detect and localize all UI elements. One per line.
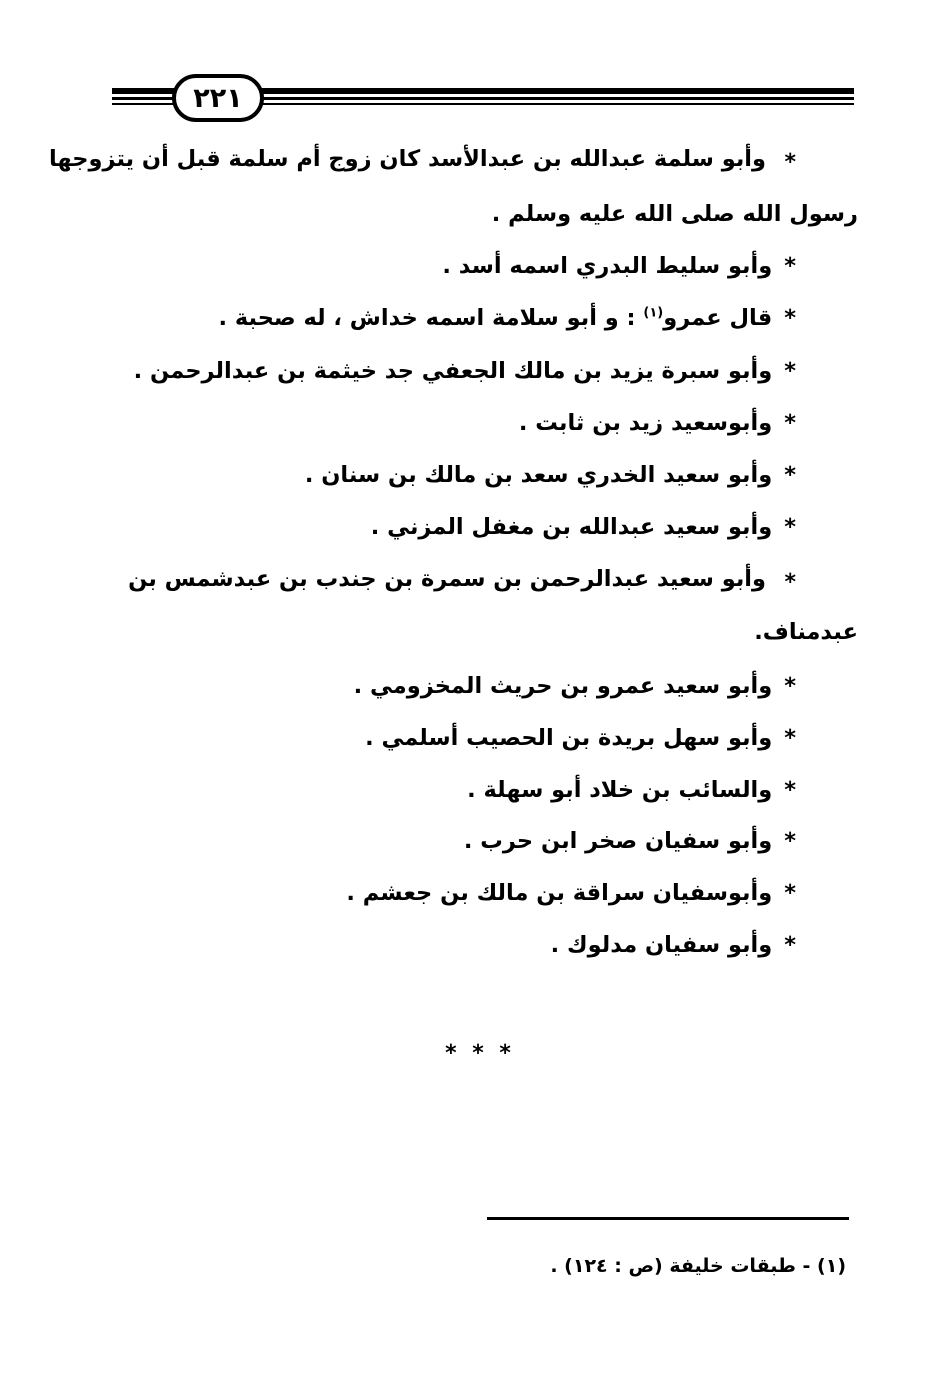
page-number: ٢٢١ (193, 82, 243, 114)
entry-text-after: : و أبو سلامة اسمه خداش ، له صحبة . (218, 305, 644, 331)
list-item (442, 255, 796, 278)
bullet: * (784, 305, 796, 331)
entry-text: وأبوسعيد زيد بن ثابت . (518, 410, 773, 436)
footnote-divider (487, 1217, 849, 1220)
entry-text: وأبو سفيان مدلوك . (550, 932, 773, 958)
bullet: * (784, 514, 796, 540)
list-item (371, 516, 796, 539)
entry-text: وأبوسفيان سراقة بن مالك بن جعشم . (346, 880, 773, 906)
footnote: (١) - طبقات خليفة (ص : ١٢٤) . (550, 1255, 846, 1277)
entry-text: وأبو سعيد عمرو بن حريث المخزومي . (353, 673, 773, 699)
list-item (467, 779, 796, 802)
bullet: * (784, 570, 796, 595)
bullet: * (784, 358, 796, 384)
bullet: * (784, 777, 796, 803)
entry-text: والسائب بن خلاد أبو سهلة . (467, 777, 773, 803)
entry-0-line-2: رسول الله صلى الله عليه وسلم . (491, 201, 858, 227)
bullet: * (784, 828, 796, 854)
bullet: * (784, 932, 796, 958)
entry-7-line-2: عبدمناف. (754, 619, 858, 645)
bullet: * (784, 253, 796, 279)
bullet: * (784, 150, 796, 175)
entry-text: وأبو سبرة يزيد بن مالك الجعفي جد خيثمة بن عبدالرحمن . (133, 358, 773, 384)
entry-text: وأبو سفيان صخر ابن حرب . (463, 828, 773, 854)
entry-text: وأبو سعيد عبدالله بن مغفل المزني . (370, 514, 773, 540)
entry-text: وأبو سعيد الخدري سعد بن مالك بن سنان . (304, 462, 773, 488)
entry-text: وأبو سليط البدري اسمه أسد . (442, 253, 773, 279)
list-item (519, 412, 796, 435)
entry-7-line-1: وأبو سعيد عبدالرحمن بن سمرة بن جندب بن عبدشمس بن (128, 566, 766, 592)
bullet: * (784, 673, 796, 699)
entry-text-before: قال عمرو (663, 305, 773, 331)
list-item (346, 882, 796, 905)
list-item (219, 307, 797, 330)
list-item (365, 727, 796, 750)
list-item (305, 464, 796, 487)
bullet: * (784, 725, 796, 751)
list-item (464, 830, 796, 853)
bullet: * (784, 462, 796, 488)
bullet: * (784, 410, 796, 436)
entry-text: وأبو سهل بريدة بن الحصيب أسلمي . (365, 725, 773, 751)
bullet: * (784, 880, 796, 906)
list-item (354, 675, 796, 698)
footnote-ref: (١) (643, 305, 664, 321)
section-separator: * * * (445, 1041, 515, 1066)
list-item (551, 934, 796, 957)
list-item (134, 360, 796, 383)
entry-0-line-1: وأبو سلمة عبدالله بن عبدالأسد كان زوج أم سلمة قبل أن يتزوجها (48, 146, 766, 172)
